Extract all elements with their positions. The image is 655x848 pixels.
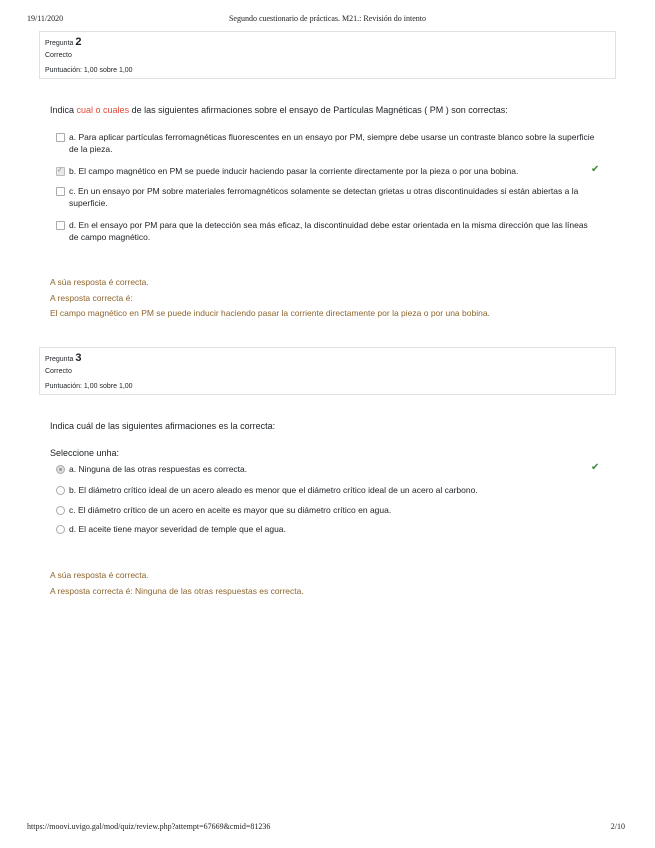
option-text: a. Para aplicar partículas ferromagnéticas fluorescentes en un ensayo por PM, siempre debe usarse un contraste blanco sobre la superficie de la pieza. [69, 132, 595, 154]
question-state: Correcto [45, 52, 72, 59]
print-date: 19/11/2020 [27, 14, 64, 23]
feedback-correct: A súa resposta é correcta. [50, 570, 149, 580]
option-text: b. El campo magnético en PM se puede inducir haciendo pasar la corriente directamente por la pieza o por una bobina. [69, 166, 519, 176]
print-title: Segundo cuestionario de prácticas. M21.: Revisión do intento [228, 14, 427, 23]
radio-button[interactable] [56, 525, 65, 534]
option-text: c. En un ensayo por PM sobre materiales ferromagnéticos solamente se detectan grietas u otras discontinuidades si están abiertas a la superficie. [69, 186, 579, 208]
check-icon: ✔ [591, 462, 600, 473]
question-text: Indica cual o cuales de las siguientes afirmaciones sobre el ensayo de Partículas Magnéticas ( PM ) son correctas: [50, 105, 508, 115]
option-text: c. El diámetro crítico de un acero en aceite es mayor que su diámetro crítico en agua. [69, 505, 392, 515]
option-text: b. El diámetro crítico ideal de un acero aleado es menor que el diámetro crítico ideal de un acero al carbono. [69, 485, 478, 495]
question-grade: Puntuación: 1,00 sobre 1,00 [45, 383, 133, 390]
question-state: Correcto [45, 368, 72, 375]
question-info-box [39, 31, 616, 79]
question-text: Indica cuál de las siguientes afirmaciones es la correcta: [50, 421, 276, 431]
check-icon: ✔ [591, 164, 600, 175]
feedback-answer: A resposta correcta é: Ninguna de las otras respuestas es correcta. [50, 586, 304, 596]
radio-button[interactable] [56, 486, 65, 495]
question-highlight: cual o cuales [76, 105, 130, 115]
option-text: d. El aceite tiene mayor severidad de temple que el agua. [69, 524, 286, 534]
option-text: d. En el ensayo por PM para que la detección sea más eficaz, la discontinuidad debe estar orientada en la misma dirección que las líneas de campo magnético. [69, 220, 588, 242]
question-number: Pregunta 3 [45, 352, 82, 364]
feedback-answer-label: A resposta correcta é: [50, 293, 133, 303]
select-prompt: Seleccione unha: [50, 448, 120, 458]
feedback-answer: El campo magnético en PM se puede inducir haciendo pasar la corriente directamente por la pieza o por una bobina. [50, 308, 490, 318]
checkbox[interactable] [56, 167, 65, 176]
radio-button[interactable] [56, 506, 65, 515]
print-page-number: 2/10 [610, 822, 625, 831]
checkbox[interactable] [56, 133, 65, 142]
checkbox[interactable] [56, 187, 65, 196]
question-number: Pregunta 2 [45, 36, 82, 48]
question-info-box [39, 347, 616, 395]
question-grade: Puntuación: 1,00 sobre 1,00 [45, 67, 133, 74]
radio-button[interactable] [56, 465, 65, 474]
option-text: a. Ninguna de las otras respuestas es correcta. [69, 464, 248, 474]
feedback-correct: A súa resposta é correcta. [50, 277, 149, 287]
print-url: https://moovi.uvigo.gal/mod/quiz/review.php?attempt=67669&cmid=81236 [27, 822, 271, 831]
checkbox[interactable] [56, 221, 65, 230]
